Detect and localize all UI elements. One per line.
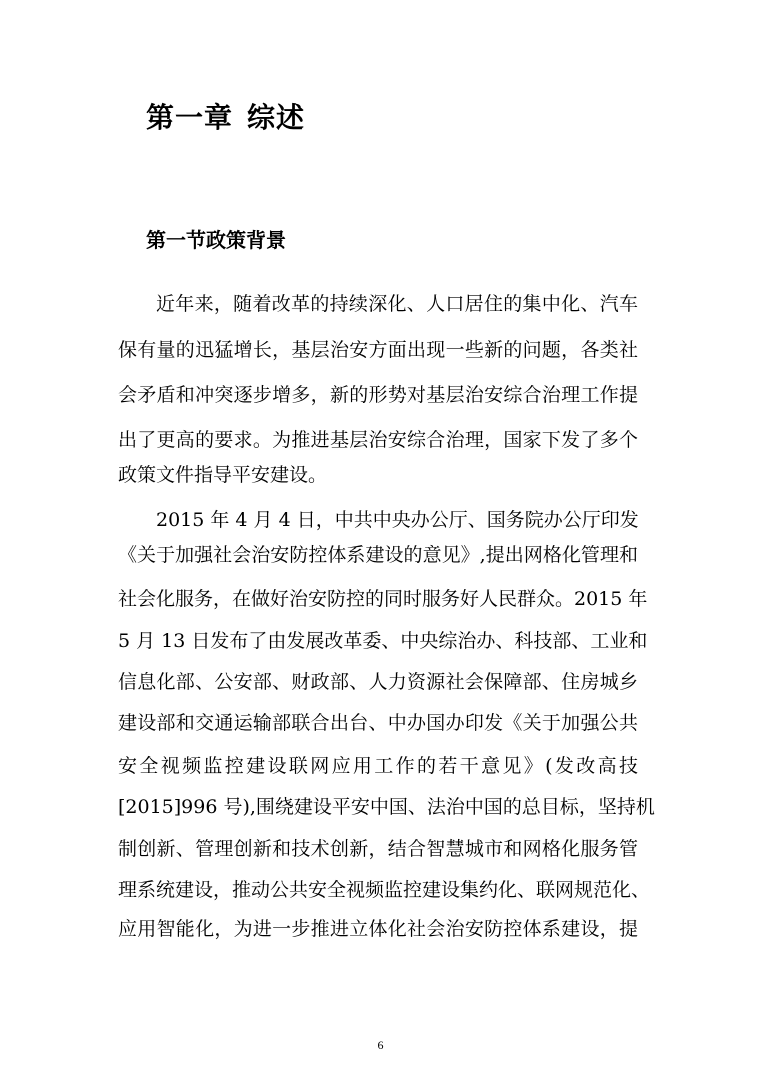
paragraph-line: 政策文件指导平安建设。 (118, 464, 328, 486)
paragraph-line: 保有量的迅猛增长，基层治安方面出现一些新的问题，各类社 (118, 339, 638, 361)
paragraph-line: 理系统建设，推动公共安全视频监控建设集约化、联网规范化、 (118, 879, 651, 901)
paragraph-line: 应用智能化，为进一步推进立体化社会治安防控体系建设，提 (118, 918, 638, 940)
paragraph-line: [2015]996 号),围绕建设平安中国、法治中国的总目标，坚持机 (118, 796, 655, 818)
paragraph-line: 《关于加强社会治安防控体系建设的意见》,提出网格化管理和 (118, 544, 638, 566)
paragraph-line: 建设部和交通运输部联合出台、中办国办印发《关于加强公共 (118, 712, 638, 734)
paragraph-line: 5 月 13 日发布了由发展改革委、中央综治办、科技部、工业和 (118, 630, 648, 652)
chapter-number: 第一章 (146, 101, 234, 134)
section-title: 第一节政策背景 (146, 228, 286, 252)
paragraph-line: 会矛盾和冲突逐步增多，新的形势对基层治安综合治理工作提 (118, 384, 638, 406)
page-number: 6 (377, 1038, 384, 1052)
paragraph-line: 安全视频监控建设联网应用工作的若干意见》(发改高技 (118, 755, 638, 777)
paragraph-line: 信息化部、公安部、财政部、人力资源社会保障部、住房城乡 (118, 671, 638, 693)
chapter-name: 综述 (247, 101, 306, 134)
paragraph-line: 社会化服务，在做好治安防控的同时服务好人民群众。2015 年 (118, 588, 648, 610)
paragraph-line: 2015 年 4 月 4 日，中共中央办公厅、国务院办公厅印发 (156, 509, 639, 531)
paragraph-line: 制创新、管理创新和技术创新，结合智慧城市和网格化服务管 (118, 838, 638, 860)
paragraph-line: 近年来，随着改革的持续深化、人口居住的集中化、汽车 (156, 293, 638, 315)
chapter-title (146, 98, 305, 138)
paragraph-line: 出了更高的要求。为推进基层治安综合治理，国家下发了多个 (118, 429, 638, 451)
